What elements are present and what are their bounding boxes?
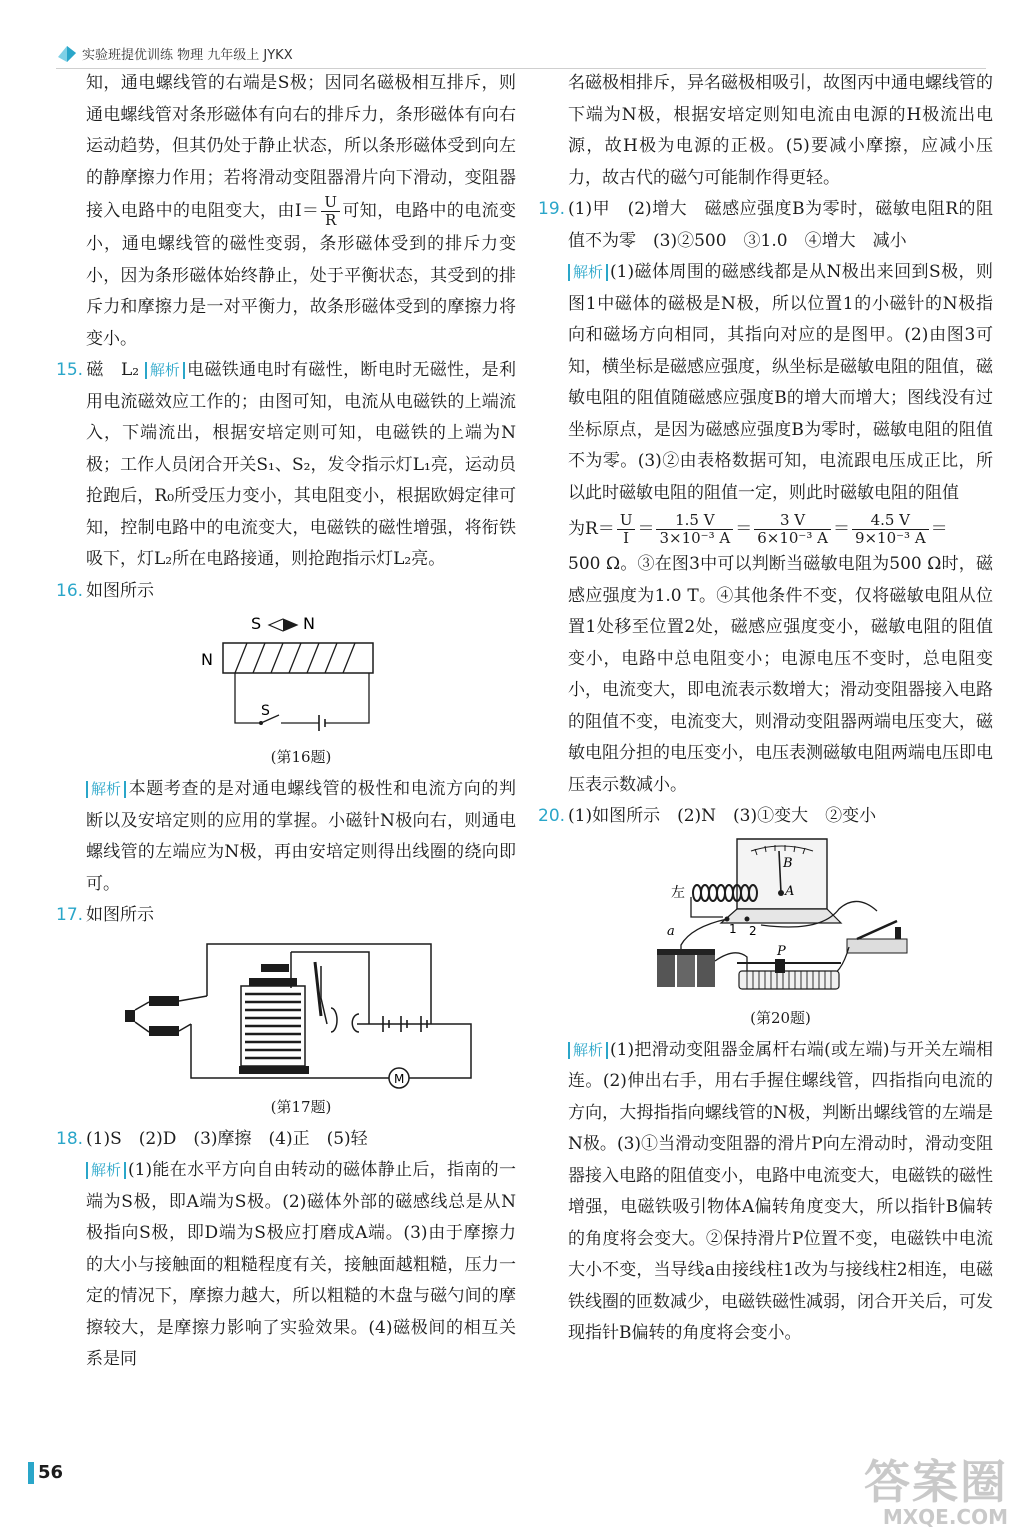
q19-analysis-cont: 500 Ω。③在图3中可以判断当磁敏电阻为500 Ω时，磁感应强度为1.0 T。④其他条件不变，仅将磁敏电阻从位置1处移至位置2处，磁感应强度变小，磁敏电阻的阻值变小，电路中总电阻变小；电源电压不变时，总电阻变小，电流变大，即电流表示数增大；滑动变阻器接入电路的阻值不变，电流变大，则滑动变阻器两端电压变大，磁敏电阻分担的电压变小，电压表测磁敏电阻两端电压即电压表示数减小。 (568, 554, 993, 795)
q20-figure (568, 837, 993, 1029)
relay-circuit-diagram (121, 936, 481, 1096)
solenoid-n-label: N (201, 650, 213, 669)
solenoid-diagram (201, 611, 401, 746)
slider-p-icon (775, 959, 785, 973)
q18-continuation: 名磁极相排斥，异名磁极相吸引，故图丙中通电螺线管的下端为N极，根据安培定则知电流由电源的H极流出电源，故H极为电源的正极。(5)要减小摩擦，应减小压力，故古代的磁勺可能制作得更轻。 (568, 73, 993, 188)
q17-caption: (第17题) (270, 1097, 332, 1116)
electromagnet-top (249, 978, 297, 986)
q19-answer: 19. (1)甲 (2)增大 磁感应强度B为零时，磁敏电阻R的阻值不为零 (3)②500 ③1.0 ④增大 减小 (568, 194, 993, 257)
q19-number: 19. (538, 199, 566, 219)
analysis-tag: 解析 (568, 264, 608, 281)
pointer-b-label: B (782, 855, 793, 871)
analysis-tag: 解析 (86, 1162, 126, 1179)
q16-answer: 16. 如图所示 (86, 576, 516, 608)
q16-number: 16. (56, 580, 84, 601)
bell-mouth-icon (125, 1010, 135, 1022)
slider-p-label: P (776, 943, 786, 959)
q16-caption: (第16题) (270, 748, 332, 766)
watermark-logo-text: 答案圈 (864, 1455, 1008, 1509)
watermark (864, 1455, 1008, 1529)
q18-number: 18. (56, 1128, 84, 1149)
left-column (56, 68, 517, 1376)
q15-number: 15. (56, 360, 84, 380)
left-label: 左 (670, 884, 685, 901)
terminal-1-label: 1 (728, 921, 737, 936)
q20-caption: (第20题) (750, 1008, 811, 1027)
ohm-fraction: $\frac{U}{R}$ (321, 194, 340, 229)
right-column (538, 68, 993, 1350)
iron-a-icon (778, 890, 784, 896)
page-marker-icon (28, 1462, 34, 1484)
terminal-2-icon (744, 916, 749, 921)
q16-analysis: 解析 本题考查的是对通电螺线管的极性和电流方向的判断以及安培定则的应用的掌握。小磁针N极向右，则通电螺线管的左端应为N极，再由安培定则得出线圈的绕向即可。 (86, 779, 516, 894)
q18-analysis: 解析 (1)能在水平方向自由转动的磁体静止后，指南的一端为S极，即A端为S极。(2)磁体外部的磁感线总是从N极指向S极，即D端为S极应打磨成A端。(3)由于摩擦力的大小与接触面的粗糙程度有关，接触面越粗糙，压力一定的情况下，摩擦力越大，所以粗糙的木盘与磁勺间的摩擦较大，是摩擦力影响了实验效果。(4)磁极间的相互关系是同 (86, 1160, 516, 1369)
bell-icon (352, 1014, 359, 1032)
q20-answer: 20. (1)如图所示 (2)N (3)①变大 ②变小 (568, 801, 993, 833)
watermark-url: MXQE.COM (882, 1505, 1008, 1529)
wire-a-label: a (666, 923, 675, 939)
q17-figure (86, 936, 516, 1118)
analysis-tag: 解析 (568, 1042, 608, 1059)
battery-pack-icon (657, 949, 715, 987)
page-header (56, 40, 986, 66)
q14-continuation: 知，通电螺线管的右端是S极；因同名磁极相互排斥，则通电螺线管对条形磁体有向右的排斥力，条形磁体有向右运动趋势，但其仍处于静止状态，所以条形磁体受到向左的静摩擦力作用；若将滑动变阻器滑片向下滑动，变阻器接入电路中的电阻变大，由I＝ $\frac{U}{R}$ 可知，电路中的电流变小，通电螺线管的磁性变弱，条形磁体受到的排斥力变小，因为条形磁体始终静止，处于平衡状态，其受到的排斥力和摩擦力是一对平衡力，故条形磁体受到的摩擦力将变小。 (86, 73, 517, 349)
header-title: 实验班提优训练 物理 九年级上 JYKX (82, 48, 293, 63)
coil-windings (235, 643, 355, 673)
q19-analysis: 解析 (1)磁体周围的磁感线都是从N极出来回到S极，则图1中磁体的磁极是N极，所以位置1的小磁针的N极指向和磁场方向相同，其指向对应的是图甲。(2)由图3可知，横坐标是磁感应强度，纵坐标是磁敏电阻的阻值，磁敏电阻的阻值随磁感应强度B的增大而增大；图线没有过坐标原点，是因为磁感应强度B为零时，磁敏电阻的阻值不为零。(3)②由表格数据可知，电流跟电压成正比，所以此时磁敏电阻的阻值一定，则此时磁敏电阻的阻值 (568, 262, 993, 503)
battery-icon (319, 715, 325, 731)
armature-icon (315, 962, 321, 1016)
compass-n-label: N (303, 614, 315, 633)
analysis-tag: 解析 (86, 781, 126, 798)
q19-resistance-formula: 为R＝ $\frac{U}{I}$ ＝ $\frac{1.5 V}{\text{3×10⁻³ A}}$ ＝ $\frac{3 V}{\text{6×10⁻³ A}}$ ＝ $\frac{4.5 V}{\text{9×10⁻³ A}}$ ＝ (568, 511, 948, 547)
q18-answer: 18. (1)S (2)D (3)摩擦 (4)正 (5)轻 (86, 1124, 516, 1156)
q17-answer: 17. 如图所示 (86, 900, 516, 932)
iron-a-label: A (784, 883, 794, 899)
compass-s-label: S (251, 614, 262, 633)
motor-label: M (394, 1071, 405, 1086)
q15-answer: 15. 磁 L₂ 解析 电磁铁通电时有磁性，断电时无磁性，是利用电流磁效应工作的；由图可知，电流从电磁铁的上端流入，下端流出，根据安培定则可知，电磁铁的上端为N极；工作人员闭合开关S₁、S₂，发令指示灯L₁亮，运动员抢跑后，R₀所受压力变小，其电阻变小，根据欧姆定律可知，控制电路中的电流变大，电磁铁的磁性增强，将衔铁吸下，灯L₂所在电路接通，则抢跑指示灯L₂亮。 (86, 355, 516, 576)
q17-number: 17. (56, 905, 84, 925)
book-logo-icon (56, 42, 78, 64)
switch-icon (847, 921, 907, 953)
q16-figure (86, 611, 516, 768)
terminal-2-label: 2 (748, 923, 757, 938)
page-number: 56 (28, 1462, 63, 1484)
electromagnet-meter-diagram (651, 837, 911, 1007)
electromagnet-coil-icon (245, 994, 301, 1058)
q20-number: 20. (538, 806, 566, 826)
switch-s-label: S (261, 703, 270, 719)
q20-analysis: 解析 (1)把滑动变阻器金属杆右端(或左端)与开关左端相连。(2)伸出右手，用右手握住螺线管，四指指向电流的方向，大拇指指向螺线管的N极，判断出螺线管的左端是N极。(3)①当滑动变阻器的滑片P向左滑动时，滑动变阻器接入电路的阻值变小，电路中电流变大，电磁铁的磁性增强，电磁铁吸引物体A偏转角度变大，所以指针B偏转的角度将会变大。②保持滑片P位置不变，电磁铁中电流大小不变，当导线a由接线柱1改为与接线柱2相连，电磁铁线圈的匝数减少，电磁铁磁性减弱，闭合开关后，可发现指针B偏转的角度将会变小。 (568, 1039, 993, 1343)
analysis-tag: 解析 (145, 362, 185, 379)
rheostat-icon (737, 959, 841, 989)
